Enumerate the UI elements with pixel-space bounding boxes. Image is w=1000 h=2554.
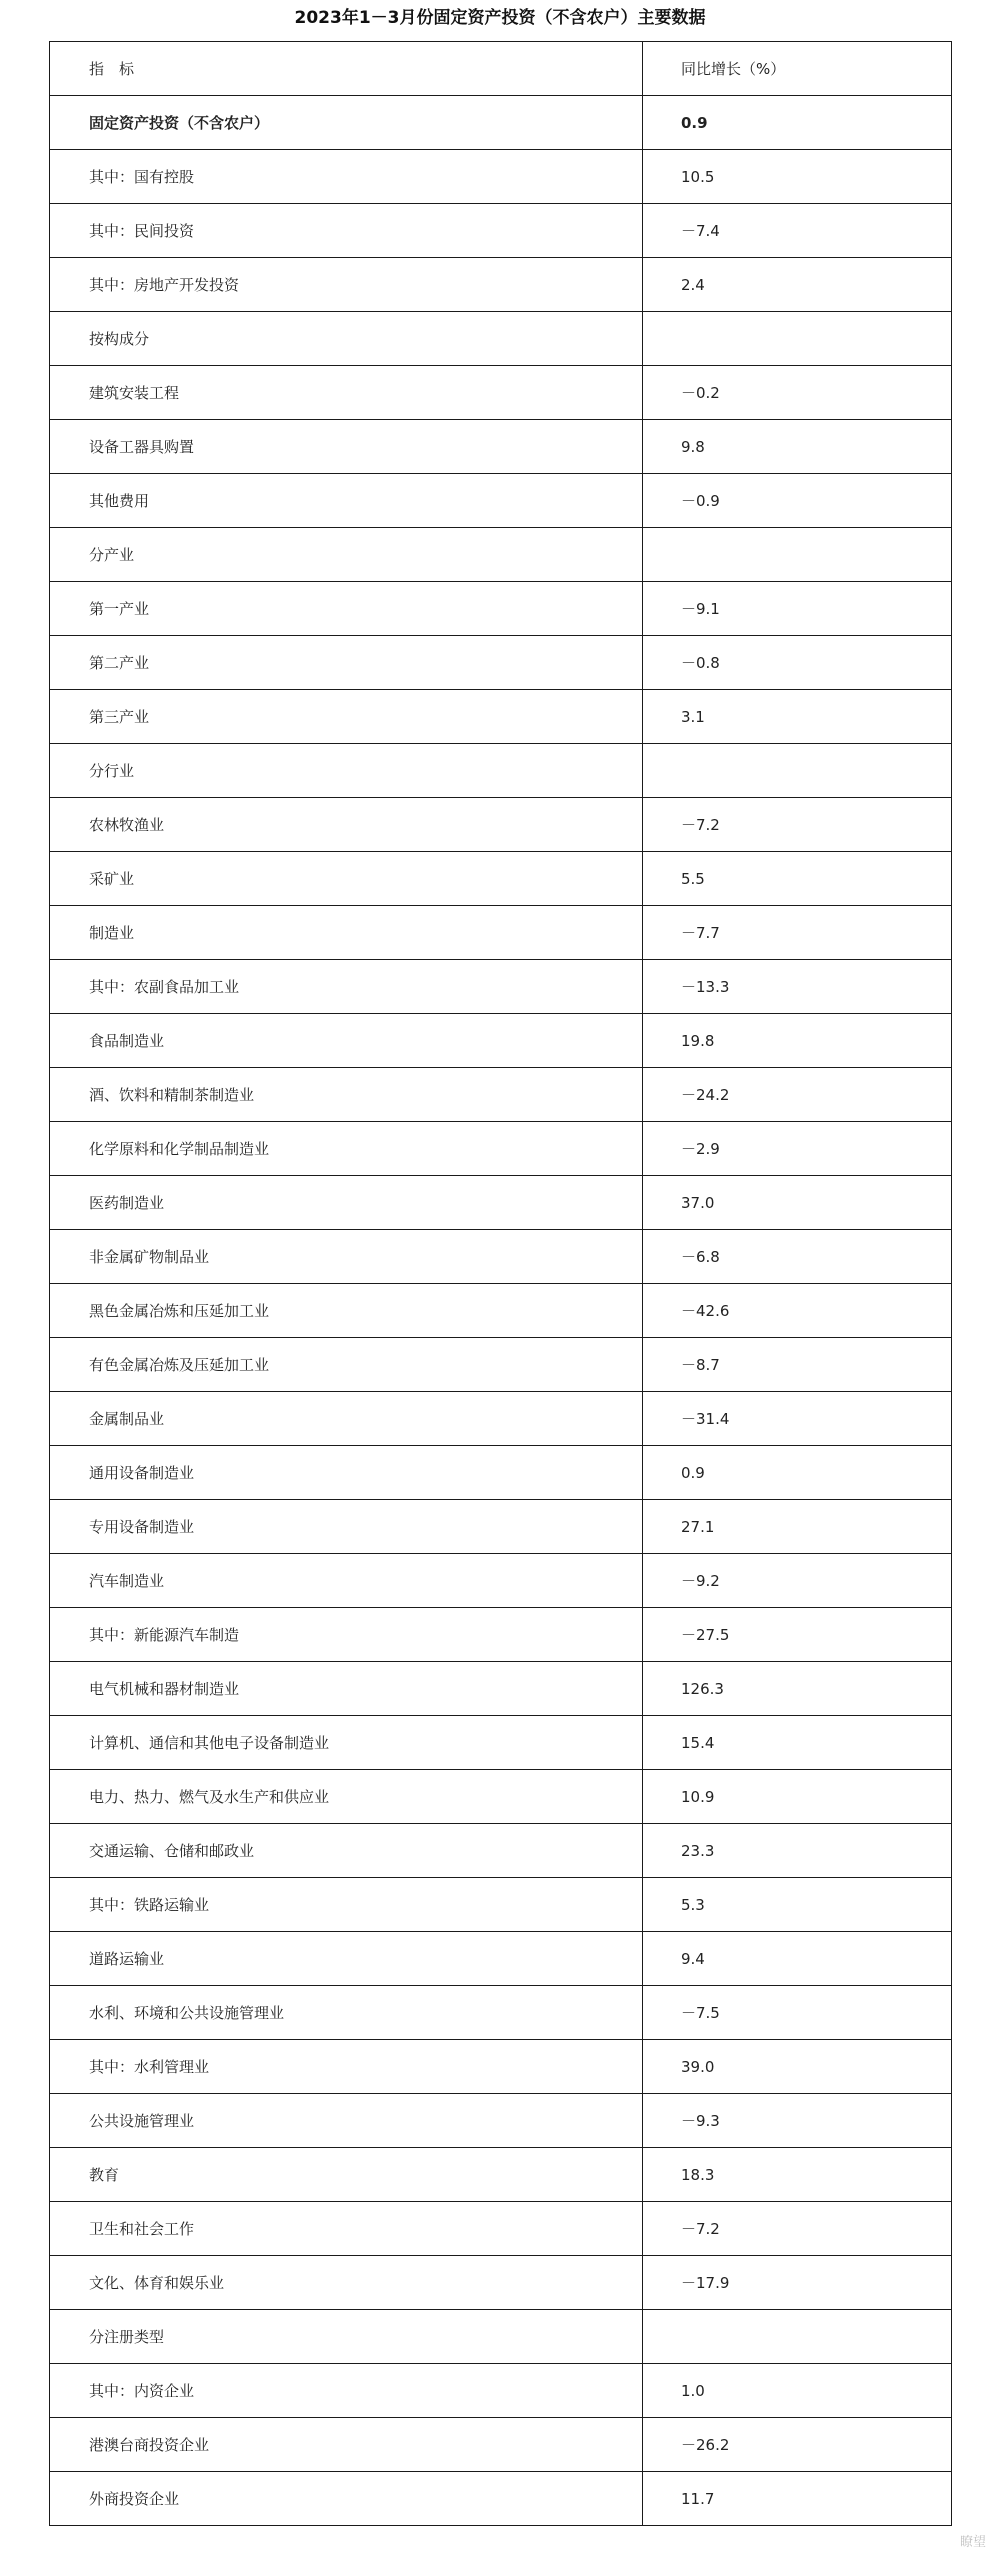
row-indicator: 水利、环境和公共设施管理业 [50, 1986, 643, 2040]
row-growth-value: 5.3 [643, 1878, 952, 1932]
row-growth-value: 27.1 [643, 1500, 952, 1554]
row-indicator: 公共设施管理业 [50, 2094, 643, 2148]
row-indicator: 农林牧渔业 [50, 798, 643, 852]
row-growth-value: －7.4 [643, 204, 952, 258]
table-row [50, 690, 952, 744]
table-row [50, 96, 952, 150]
table-row [50, 366, 952, 420]
row-indicator: 外商投资企业 [50, 2472, 643, 2526]
table-row [50, 582, 952, 636]
table-row [50, 312, 952, 366]
row-indicator: 金属制品业 [50, 1392, 643, 1446]
table-row [50, 2364, 952, 2418]
table-row [50, 1014, 952, 1068]
row-indicator: 通用设备制造业 [50, 1446, 643, 1500]
row-growth-value: 23.3 [643, 1824, 952, 1878]
row-growth-value: －7.2 [643, 798, 952, 852]
row-growth-value: －8.7 [643, 1338, 952, 1392]
table-row [50, 1230, 952, 1284]
table-row [50, 1176, 952, 1230]
row-growth-value: －42.6 [643, 1284, 952, 1338]
row-indicator: 卫生和社会工作 [50, 2202, 643, 2256]
row-growth-value: 0.9 [643, 96, 952, 150]
row-growth-value: 15.4 [643, 1716, 952, 1770]
row-growth-value: 10.5 [643, 150, 952, 204]
row-growth-value: 9.4 [643, 1932, 952, 1986]
row-indicator: 汽车制造业 [50, 1554, 643, 1608]
row-growth-value: －6.8 [643, 1230, 952, 1284]
row-indicator: 其中：农副食品加工业 [50, 960, 643, 1014]
table-row [50, 2256, 952, 2310]
row-indicator: 第二产业 [50, 636, 643, 690]
table-row [50, 1770, 952, 1824]
row-growth-value [643, 2310, 952, 2364]
row-indicator: 电力、热力、燃气及水生产和供应业 [50, 1770, 643, 1824]
table-row [50, 1662, 952, 1716]
row-indicator: 分产业 [50, 528, 643, 582]
table-row [50, 204, 952, 258]
row-indicator: 其中：房地产开发投资 [50, 258, 643, 312]
row-indicator: 专用设备制造业 [50, 1500, 643, 1554]
table-row [50, 1878, 952, 1932]
row-growth-value: －7.7 [643, 906, 952, 960]
row-indicator: 其中：国有控股 [50, 150, 643, 204]
row-indicator: 文化、体育和娱乐业 [50, 2256, 643, 2310]
row-growth-value: －26.2 [643, 2418, 952, 2472]
row-growth-value: －27.5 [643, 1608, 952, 1662]
table-row [50, 2310, 952, 2364]
table-body [50, 42, 952, 2526]
table-row [50, 420, 952, 474]
row-growth-value: 0.9 [643, 1446, 952, 1500]
row-indicator: 交通运输、仓储和邮政业 [50, 1824, 643, 1878]
row-indicator: 食品制造业 [50, 1014, 643, 1068]
row-indicator: 第三产业 [50, 690, 643, 744]
table-row [50, 2472, 952, 2526]
row-growth-value: 39.0 [643, 2040, 952, 2094]
row-indicator: 其中：铁路运输业 [50, 1878, 643, 1932]
table-row [50, 150, 952, 204]
table-row [50, 1068, 952, 1122]
row-indicator: 化学原料和化学制品制造业 [50, 1122, 643, 1176]
row-growth-value: －24.2 [643, 1068, 952, 1122]
table-row [50, 2094, 952, 2148]
row-indicator: 黑色金属冶炼和压延加工业 [50, 1284, 643, 1338]
table-row [50, 852, 952, 906]
row-indicator: 其中：水利管理业 [50, 2040, 643, 2094]
row-indicator: 采矿业 [50, 852, 643, 906]
row-indicator: 其中：民间投资 [50, 204, 643, 258]
row-growth-value: －9.1 [643, 582, 952, 636]
row-growth-value: －0.2 [643, 366, 952, 420]
header-indicator: 指 标 [50, 42, 643, 96]
table-row [50, 744, 952, 798]
table-row [50, 1500, 952, 1554]
row-indicator: 有色金属冶炼及压延加工业 [50, 1338, 643, 1392]
row-growth-value: 10.9 [643, 1770, 952, 1824]
row-growth-value: 3.1 [643, 690, 952, 744]
row-growth-value: －0.8 [643, 636, 952, 690]
table-row [50, 1122, 952, 1176]
row-indicator: 港澳台商投资企业 [50, 2418, 643, 2472]
row-indicator: 其他费用 [50, 474, 643, 528]
table-row [50, 1986, 952, 2040]
row-indicator: 制造业 [50, 906, 643, 960]
watermark-text: 瞭望 [959, 2535, 986, 2550]
row-indicator: 建筑安装工程 [50, 366, 643, 420]
table-row [50, 1824, 952, 1878]
table-row [50, 474, 952, 528]
data-table [49, 41, 952, 2526]
row-growth-value: 19.8 [643, 1014, 952, 1068]
table-row [50, 1932, 952, 1986]
row-indicator: 分行业 [50, 744, 643, 798]
row-indicator: 分注册类型 [50, 2310, 643, 2364]
row-indicator: 按构成分 [50, 312, 643, 366]
row-growth-value: －13.3 [643, 960, 952, 1014]
row-indicator: 计算机、通信和其他电子设备制造业 [50, 1716, 643, 1770]
row-growth-value: 11.7 [643, 2472, 952, 2526]
table-row [50, 906, 952, 960]
table-row [50, 1608, 952, 1662]
page-title: 2023年1－3月份固定资产投资（不含农户）主要数据 [294, 8, 706, 28]
row-indicator: 设备工器具购置 [50, 420, 643, 474]
row-growth-value: －2.9 [643, 1122, 952, 1176]
row-growth-value: －0.9 [643, 474, 952, 528]
table-row [50, 528, 952, 582]
table-row [50, 798, 952, 852]
table-row [50, 2040, 952, 2094]
row-growth-value: 126.3 [643, 1662, 952, 1716]
row-growth-value: 37.0 [643, 1176, 952, 1230]
row-growth-value: 18.3 [643, 2148, 952, 2202]
table-row [50, 636, 952, 690]
table-row [50, 1716, 952, 1770]
row-growth-value [643, 744, 952, 798]
table-row [50, 1554, 952, 1608]
table-row [50, 960, 952, 1014]
row-growth-value: －31.4 [643, 1392, 952, 1446]
row-growth-value: －7.2 [643, 2202, 952, 2256]
row-growth-value: 9.8 [643, 420, 952, 474]
row-indicator: 道路运输业 [50, 1932, 643, 1986]
header-growth: 同比增长（%） [643, 42, 952, 96]
table-row [50, 1446, 952, 1500]
table-row [50, 2148, 952, 2202]
row-indicator: 其中：新能源汽车制造 [50, 1608, 643, 1662]
row-indicator: 酒、饮料和精制茶制造业 [50, 1068, 643, 1122]
row-growth-value: －9.2 [643, 1554, 952, 1608]
table-header-row [50, 42, 952, 96]
row-indicator: 教育 [50, 2148, 643, 2202]
row-growth-value: 1.0 [643, 2364, 952, 2418]
row-growth-value: －9.3 [643, 2094, 952, 2148]
row-growth-value: －17.9 [643, 2256, 952, 2310]
row-indicator: 第一产业 [50, 582, 643, 636]
table-row [50, 2202, 952, 2256]
row-indicator: 电气机械和器材制造业 [50, 1662, 643, 1716]
row-indicator: 医药制造业 [50, 1176, 643, 1230]
row-growth-value [643, 528, 952, 582]
row-growth-value: －7.5 [643, 1986, 952, 2040]
table-row [50, 2418, 952, 2472]
row-indicator: 其中：内资企业 [50, 2364, 643, 2418]
row-growth-value [643, 312, 952, 366]
row-growth-value: 2.4 [643, 258, 952, 312]
row-indicator: 非金属矿物制品业 [50, 1230, 643, 1284]
table-row [50, 1284, 952, 1338]
row-indicator: 固定资产投资（不含农户） [50, 96, 643, 150]
table-row [50, 258, 952, 312]
table-row [50, 1338, 952, 1392]
row-growth-value: 5.5 [643, 852, 952, 906]
table-row [50, 1392, 952, 1446]
